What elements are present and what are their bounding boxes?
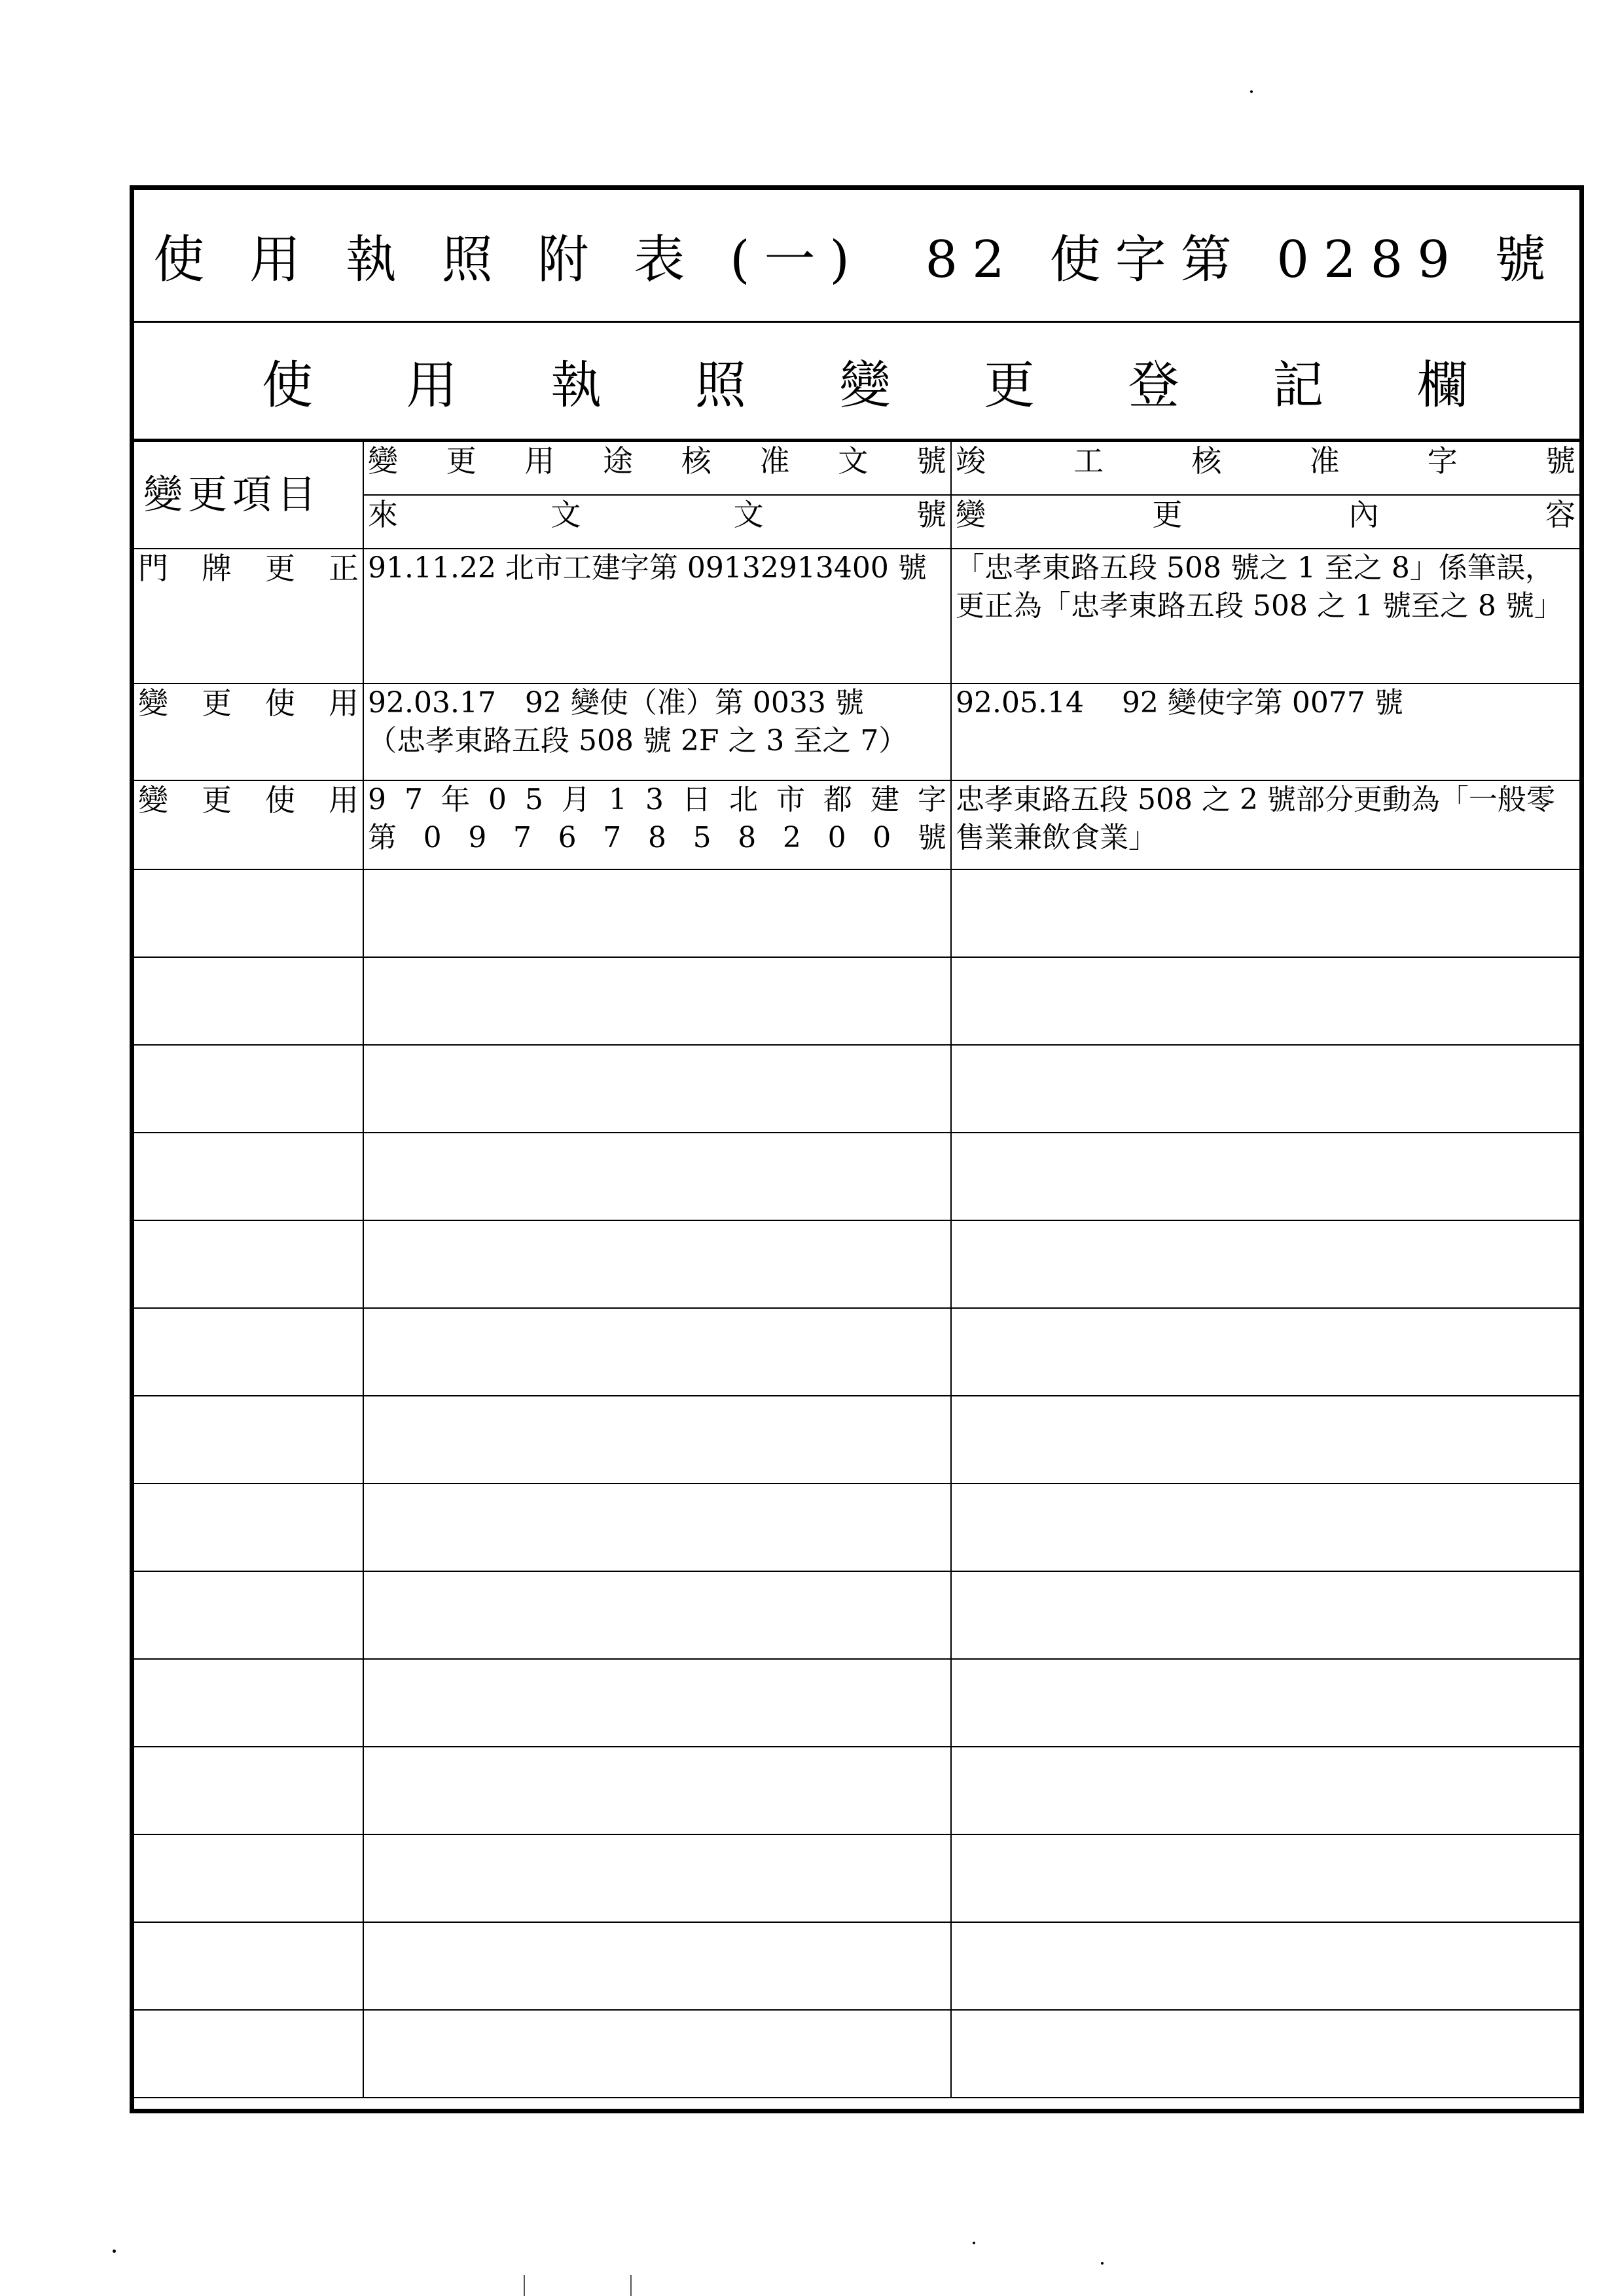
doc-char: 號: [917, 821, 946, 854]
doc-char: 7: [404, 783, 423, 816]
doc-char: 2: [782, 821, 801, 854]
empty-cell: [951, 869, 1579, 957]
doc-char: 6: [558, 821, 577, 854]
empty-cell: [951, 1484, 1579, 1571]
row-item-char: 更: [202, 782, 232, 818]
doc-char: 5: [525, 783, 543, 816]
empty-row: [134, 1571, 1579, 1659]
empty-cell: [363, 1571, 951, 1659]
empty-cell: [363, 1834, 951, 1922]
header-char: 內: [1348, 497, 1379, 532]
header-char: 號: [916, 443, 946, 479]
header-char: 更: [446, 443, 476, 479]
row-content: 忠孝東路五段 508 之 2 號部分更動為「一般零售業兼飲食業」: [951, 780, 1579, 869]
empty-cell: [951, 1834, 1579, 1922]
doc-char: 建: [871, 783, 899, 816]
header-item: 變更項目: [134, 441, 363, 549]
doc-char: 7: [512, 821, 531, 854]
empty-cell: [951, 1396, 1579, 1484]
header-char: 准: [1309, 443, 1340, 479]
header-approval-doc: [363, 441, 951, 495]
header-char: 竣: [956, 443, 986, 479]
header-char: 文: [838, 443, 869, 479]
empty-row: [134, 1396, 1579, 1484]
header-char: 更: [1152, 497, 1183, 532]
row-item-char: 用: [329, 782, 359, 818]
form-subtitle: [134, 323, 1579, 441]
empty-row: [134, 2010, 1579, 2098]
header-char: 准: [759, 443, 790, 479]
row-item-char: 使: [265, 782, 295, 818]
doc-char: 0: [827, 821, 846, 854]
subtitle-char: 執: [550, 355, 602, 415]
empty-cell: [134, 1133, 363, 1220]
header-char: 來: [368, 497, 398, 532]
license-form: [130, 185, 1584, 2113]
empty-cell: [134, 1571, 363, 1659]
empty-cell: [363, 1484, 951, 1571]
empty-cell: [134, 957, 363, 1045]
scan-speck: [113, 2250, 116, 2253]
header-char: 號: [1545, 443, 1575, 479]
empty-cell: [363, 1659, 951, 1747]
empty-cell: [951, 1571, 1579, 1659]
row-item-char: 正: [329, 551, 359, 586]
empty-row: [134, 1834, 1579, 1922]
empty-cell: [134, 1747, 363, 1834]
change-record-table: [134, 441, 1579, 2098]
empty-cell: [134, 1396, 363, 1484]
empty-row: [134, 1308, 1579, 1396]
header-completion-number: [951, 441, 1579, 495]
doc-char: 字: [918, 783, 946, 816]
empty-row: [134, 1045, 1579, 1133]
doc-char: 日: [682, 783, 711, 816]
row-item: [134, 549, 363, 683]
row-doc: [363, 780, 951, 869]
row-item-char: 更: [265, 551, 295, 586]
table-row: [134, 683, 1579, 780]
table-row: [134, 549, 1579, 683]
subtitle-char: 使: [262, 355, 314, 415]
subtitle-char: 照: [694, 355, 746, 415]
subtitle-char: 欄: [1416, 355, 1468, 415]
empty-row: [134, 869, 1579, 957]
empty-cell: [951, 1659, 1579, 1747]
subtitle-char: 記: [1272, 355, 1324, 415]
header-char: 變: [956, 497, 986, 532]
doc-char: 0: [488, 783, 507, 816]
scan-speck: [1101, 2262, 1104, 2265]
header-char: 容: [1545, 497, 1575, 532]
subtitle-char: 更: [984, 355, 1035, 415]
form-title: [134, 190, 1579, 323]
doc-char: 8: [738, 821, 757, 854]
doc-char: 9: [468, 821, 487, 854]
row-content: 92.05.14 92 變使字第 0077 號: [951, 683, 1579, 780]
row-item-char: 更: [202, 685, 232, 721]
subtitle-char: 用: [406, 355, 458, 415]
doc-char: 7: [603, 821, 622, 854]
empty-row: [134, 1659, 1579, 1747]
empty-cell: [134, 1659, 363, 1747]
empty-cell: [363, 1396, 951, 1484]
empty-cell: [951, 1045, 1579, 1133]
empty-cell: [951, 957, 1579, 1045]
table-row: [134, 780, 1579, 869]
row-item: [134, 683, 363, 780]
empty-row: [134, 1484, 1579, 1571]
doc-char: 1: [609, 783, 627, 816]
row-doc: 91.11.22 北市工建字第 09132913400 號: [363, 549, 951, 683]
empty-cell: [363, 1747, 951, 1834]
subtitle-char: 變: [839, 355, 891, 415]
row-item-char: 變: [138, 782, 168, 818]
empty-cell: [363, 1045, 951, 1133]
doc-char: 都: [823, 783, 852, 816]
header-char: 核: [1191, 443, 1222, 479]
empty-cell: [134, 1922, 363, 2010]
empty-row: [134, 1747, 1579, 1834]
header-char: 文: [550, 497, 581, 532]
doc-char: 0: [423, 821, 442, 854]
row-content: 「忠孝東路五段 508 號之 1 至之 8」係筆誤，更正為「忠孝東路五段 508 之 1 號至之 8 號」: [951, 549, 1579, 683]
empty-cell: [951, 1220, 1579, 1308]
row-doc: 92.03.17 92 變使（准）第 0033 號 （忠孝東路五段 508 號 2F 之 3 至之 7）: [363, 683, 951, 780]
row-item-char: 變: [138, 685, 168, 721]
header-char: 工: [1073, 443, 1104, 479]
scan-speck: [973, 2242, 975, 2244]
doc-char: 0: [872, 821, 891, 854]
empty-row: [134, 1922, 1579, 2010]
empty-row: [134, 1133, 1579, 1220]
doc-char: 市: [776, 783, 805, 816]
row-item-char: 牌: [202, 551, 232, 586]
empty-cell: [363, 1922, 951, 2010]
empty-cell: [134, 2010, 363, 2098]
doc-char: 北: [729, 783, 758, 816]
row-item-char: 用: [329, 685, 359, 721]
empty-cell: [134, 1484, 363, 1571]
doc-char: 9: [368, 783, 386, 816]
empty-cell: [363, 1133, 951, 1220]
empty-cell: [134, 869, 363, 957]
doc-char: 年: [441, 783, 470, 816]
header-char: 核: [681, 443, 711, 479]
header-char: 號: [916, 497, 946, 532]
header-char: 變: [368, 443, 398, 479]
empty-cell: [951, 1133, 1579, 1220]
empty-cell: [951, 1747, 1579, 1834]
empty-cell: [134, 1834, 363, 1922]
row-item-char: 門: [138, 551, 168, 586]
empty-cell: [134, 1045, 363, 1133]
empty-cell: [363, 1220, 951, 1308]
doc-char: 8: [647, 821, 666, 854]
doc-char: 5: [692, 821, 711, 854]
subtitle-char: 登: [1128, 355, 1179, 415]
scan-mark: [630, 2275, 632, 2296]
doc-char: 第: [368, 821, 397, 854]
empty-row: [134, 1220, 1579, 1308]
empty-cell: [134, 1220, 363, 1308]
empty-cell: [951, 2010, 1579, 2098]
scan-speck: [1250, 90, 1253, 93]
row-item-char: 使: [265, 685, 295, 721]
form-title-text: 使 用 執 照 附 表 (一) 82 使字第 0289 號: [153, 230, 1560, 289]
header-char: 文: [733, 497, 764, 532]
doc-char: 月: [562, 783, 590, 816]
empty-row: [134, 957, 1579, 1045]
header-char: 用: [524, 443, 555, 479]
doc-char: 3: [645, 783, 664, 816]
row-item: [134, 780, 363, 869]
header-char: 字: [1427, 443, 1458, 479]
empty-cell: [363, 2010, 951, 2098]
scan-mark: [524, 2275, 525, 2296]
empty-cell: [363, 869, 951, 957]
empty-cell: [134, 1308, 363, 1396]
empty-cell: [951, 1922, 1579, 2010]
header-change-content: [951, 495, 1579, 549]
empty-cell: [363, 1308, 951, 1396]
header-incoming-doc: [363, 495, 951, 549]
empty-cell: [951, 1308, 1579, 1396]
empty-cell: [363, 957, 951, 1045]
header-char: 途: [603, 443, 634, 479]
